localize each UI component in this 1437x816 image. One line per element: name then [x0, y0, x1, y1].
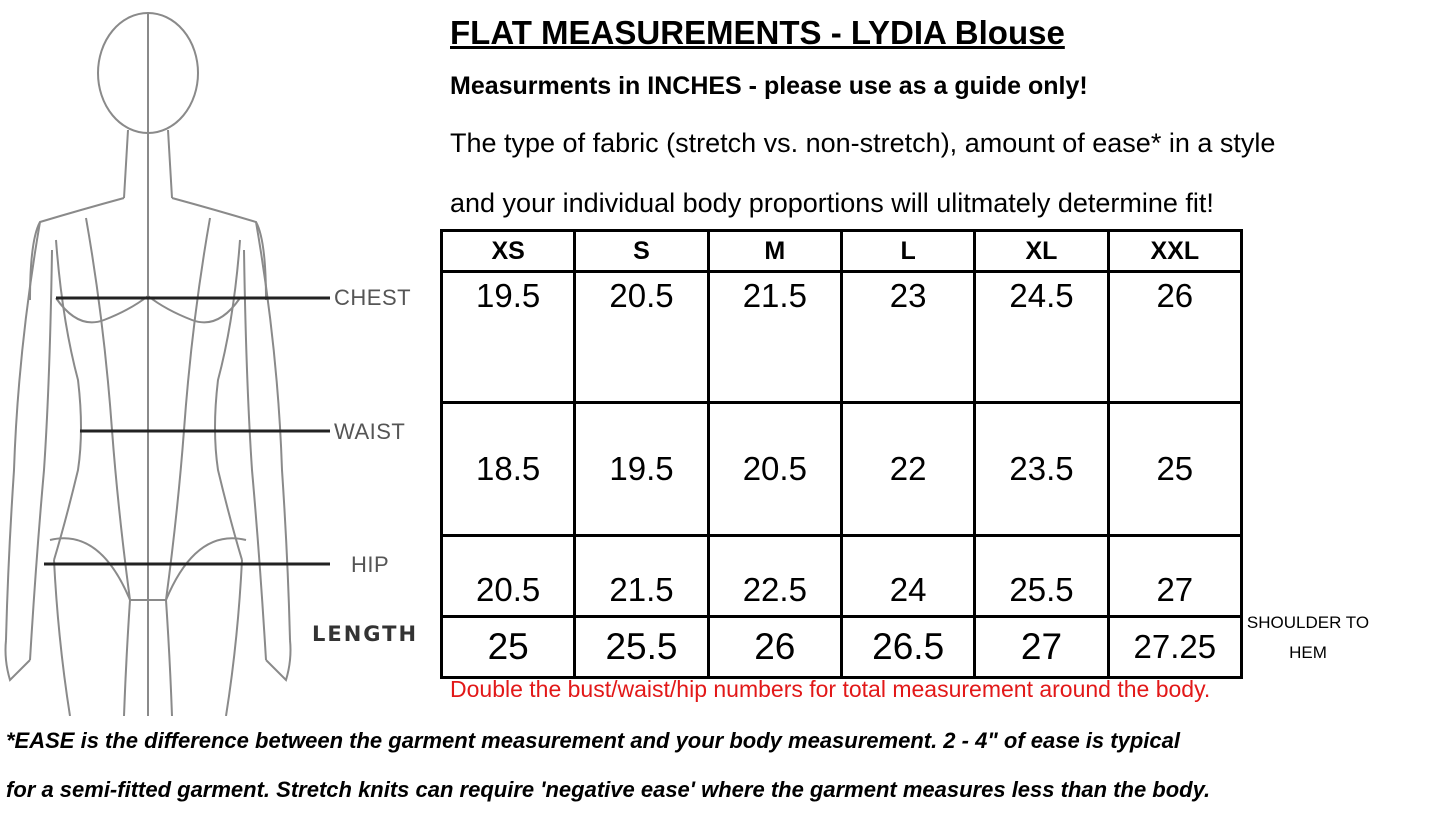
length-value: 25.5 — [575, 617, 708, 678]
hip-value: 20.5 — [442, 536, 575, 617]
length-row — [442, 617, 1242, 678]
ease-note-line-1: *EASE is the difference between the garment measurement and your body measurement. 2 - 4" of ease is typical — [6, 728, 1180, 753]
intro-text-line-2: and your individual body proportions will ulitmately determine fit! — [450, 188, 1214, 218]
size-header: XXL — [1108, 231, 1241, 272]
chest-value: 20.5 — [575, 272, 708, 403]
hip-value: 24 — [841, 536, 974, 617]
waist-value: 22 — [841, 403, 974, 536]
length-note-line-1: SHOULDER TO — [1246, 613, 1370, 632]
hip-row — [442, 536, 1242, 617]
chest-value: 19.5 — [442, 272, 575, 403]
waist-label: WAIST — [334, 419, 406, 444]
chest-value: 26 — [1108, 272, 1241, 403]
size-header: XS — [442, 231, 575, 272]
length-value: 26 — [708, 617, 841, 678]
size-header: L — [841, 231, 974, 272]
table-header-row — [442, 231, 1242, 272]
waist-value: 19.5 — [575, 403, 708, 536]
body-croquis-figure — [0, 0, 440, 716]
hip-value: 25.5 — [975, 536, 1108, 617]
page-subtitle: Measurments in INCHES - please use as a guide only! — [450, 72, 1088, 100]
waist-value: 18.5 — [442, 403, 575, 536]
waist-row — [442, 403, 1242, 536]
length-note — [1244, 608, 1372, 668]
chest-value: 24.5 — [975, 272, 1108, 403]
chest-label: CHEST — [334, 285, 412, 310]
hip-value: 21.5 — [575, 536, 708, 617]
chest-row — [442, 272, 1242, 403]
croquis-drawing — [0, 0, 440, 716]
length-value: 27 — [975, 617, 1108, 678]
intro-text-line-1: The type of fabric (stretch vs. non-stretch), amount of ease* in a style — [450, 128, 1276, 158]
length-label: LENGTH — [312, 622, 419, 646]
size-header: S — [575, 231, 708, 272]
waist-value: 20.5 — [708, 403, 841, 536]
size-header: M — [708, 231, 841, 272]
length-value: 25 — [442, 617, 575, 678]
length-value: 26.5 — [841, 617, 974, 678]
double-measurement-note: Double the bust/waist/hip numbers for total measurement around the body. — [450, 676, 1211, 702]
length-value: 27.25 — [1108, 617, 1241, 678]
chest-value: 23 — [841, 272, 974, 403]
size-header: XL — [975, 231, 1108, 272]
chest-value: 21.5 — [708, 272, 841, 403]
hip-label: HIP — [351, 552, 390, 577]
ease-note-line-2: for a semi-fitted garment. Stretch knits can require 'negative ease' where the garment measures less than the body. — [6, 777, 1211, 802]
waist-value: 23.5 — [975, 403, 1108, 536]
hip-value: 27 — [1108, 536, 1241, 617]
waist-value: 25 — [1108, 403, 1241, 536]
page-title: FLAT MEASUREMENTS - LYDIA Blouse — [450, 14, 1065, 51]
size-chart-table — [440, 229, 1243, 679]
hip-value: 22.5 — [708, 536, 841, 617]
length-note-line-2: HEM — [1289, 643, 1327, 662]
